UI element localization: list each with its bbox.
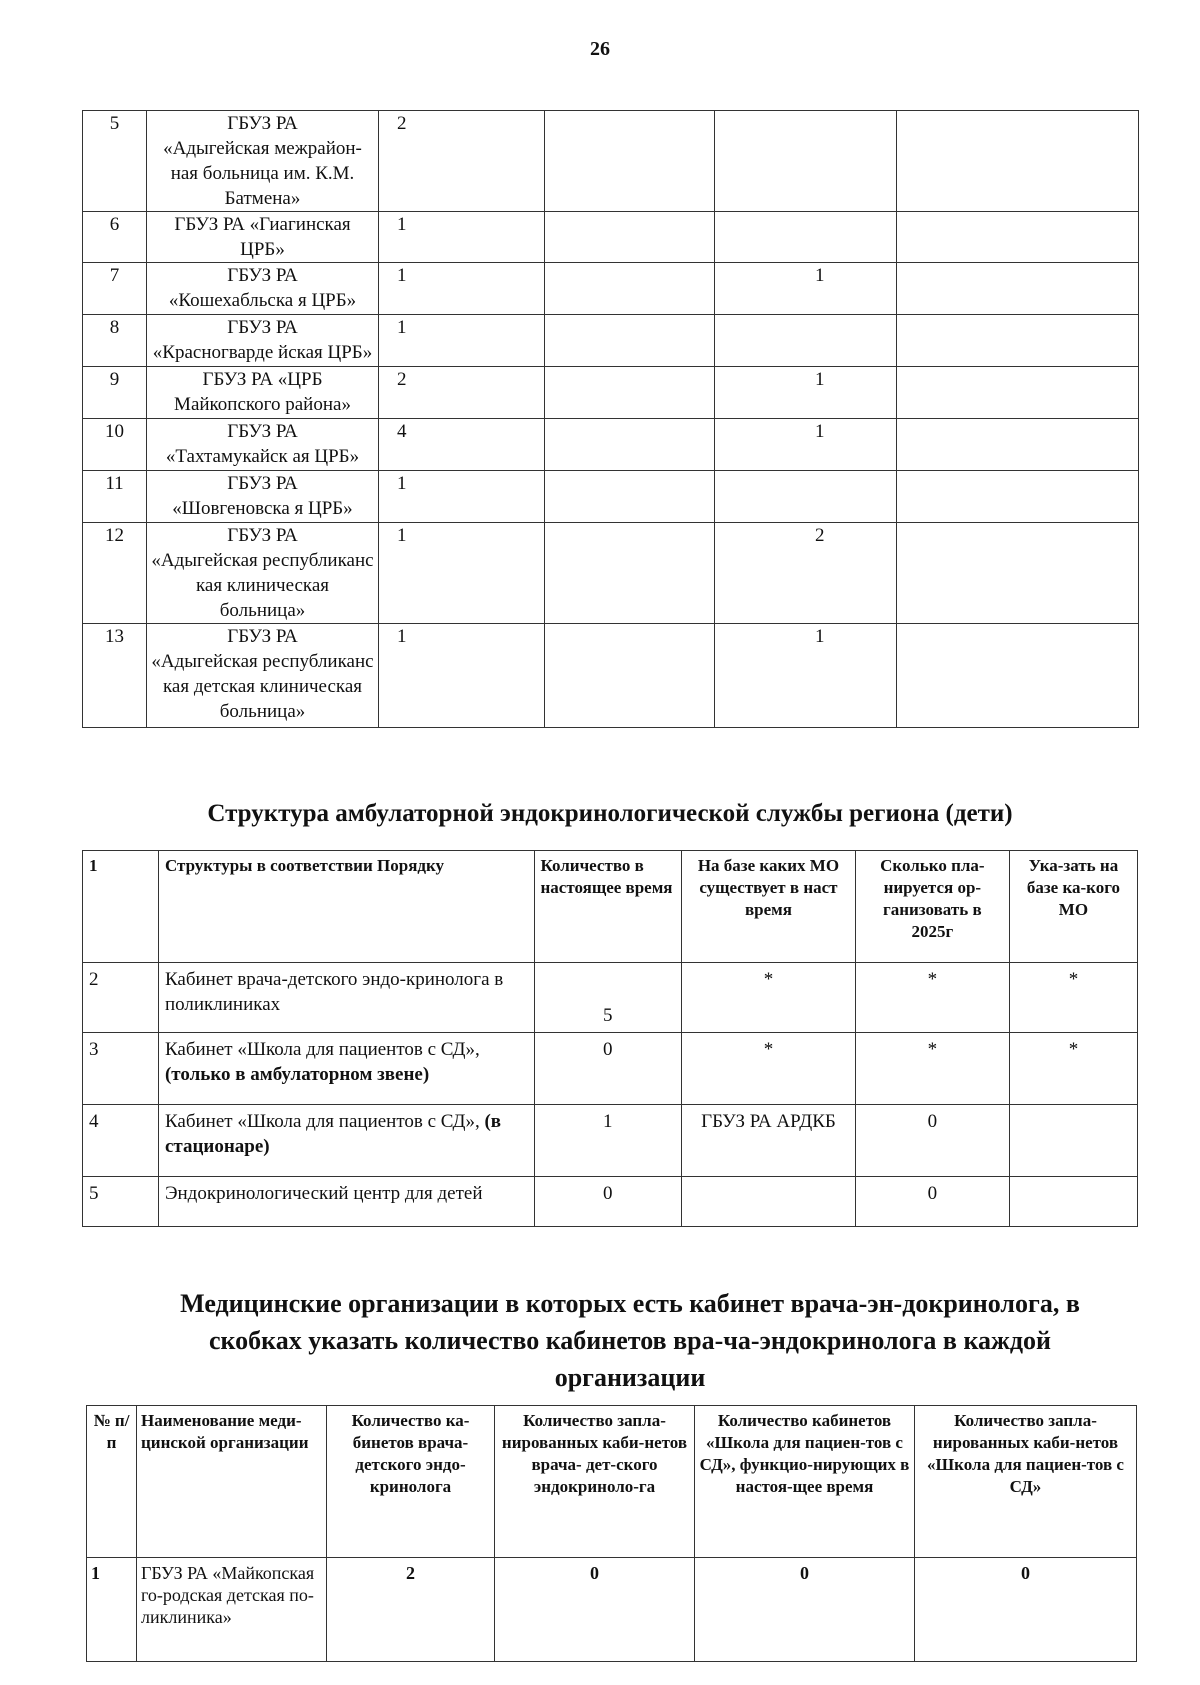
org-name-cell (147, 523, 379, 624)
table-row (83, 263, 1139, 315)
table-structure-children (82, 850, 1138, 1227)
count-now-cell: 5 (534, 963, 682, 1033)
org-name-line: ГБУЗ РА (227, 525, 298, 546)
table-row (83, 471, 1139, 523)
count-cell-2: 2 (715, 523, 897, 624)
empty-cell (545, 624, 715, 728)
table-row (83, 963, 1138, 1033)
table-row (83, 419, 1139, 471)
page-number: 26 (590, 38, 610, 60)
org-name-cell (147, 212, 379, 263)
table-row (83, 367, 1139, 419)
header-base-mo: На базе каких МО существует в наст время (682, 851, 856, 963)
specify-mo-cell (1009, 1177, 1137, 1227)
count-cell: 1 (379, 212, 545, 263)
base-mo-cell: * (682, 1033, 856, 1105)
org-name-line: ГБУЗ РА (227, 421, 298, 442)
specify-mo-cell: * (1009, 1033, 1137, 1105)
specify-mo-cell (1009, 1105, 1137, 1177)
empty-cell (897, 111, 1139, 212)
empty-cell (545, 263, 715, 315)
empty-cell (545, 111, 715, 212)
row-number: 12 (83, 523, 147, 624)
org-name-line: Майкопского района» (174, 394, 351, 415)
header-specify-mo: Ука-зать на базе ка-кого МО (1009, 851, 1137, 963)
org-name-line: «Тахтамукайск ая ЦРБ» (165, 446, 360, 467)
section-heading-structure: Структура амбулаторной эндокринологической службы региона (дети) (207, 800, 1013, 827)
empty-cell (897, 624, 1139, 728)
count-cell: 1 (379, 315, 545, 367)
count-cell: 1 (379, 263, 545, 315)
count-cell-2: 1 (715, 419, 897, 471)
header-cabinets-count: Количество ка-бинетов врача-детского эндо-кринолога (327, 1406, 495, 1558)
table-header-row (83, 851, 1138, 963)
section-heading-organizations: Медицинские организации в которых есть кабинет врача-эн-докринолога, в скобках указать количество кабинетов вра-ча-эндокринолога в каждой организации (180, 1289, 1080, 1392)
count-cell: 1 (379, 624, 545, 728)
row-number: 4 (83, 1105, 159, 1177)
header-index: № п/п (87, 1406, 137, 1558)
empty-cell (897, 523, 1139, 624)
table-header-row (87, 1406, 1137, 1558)
empty-cell (545, 471, 715, 523)
header-planned-2025: Сколько пла-нируется ор-ганизовать в 2025г (855, 851, 1009, 963)
structure-name-cell (158, 1105, 534, 1177)
base-mo-cell (682, 1177, 856, 1227)
org-name-line: ЦРБ» (240, 239, 285, 260)
org-name-line: «Адыгейская республиканс (151, 550, 374, 571)
org-name-line: «Адыгейская республиканс (151, 651, 374, 672)
count-cell-2 (715, 212, 897, 263)
count-cell-2: 1 (715, 367, 897, 419)
base-mo-cell: ГБУЗ РА АРДКБ (682, 1105, 856, 1177)
table-organizations (86, 1405, 1137, 1662)
row-number: 10 (83, 419, 147, 471)
structure-name: Кабинет «Школа для пациентов с СД», (164, 1039, 480, 1060)
value-cell: 0 (695, 1558, 915, 1662)
table-row (83, 315, 1139, 367)
org-name-line: ГБУЗ РА (227, 113, 298, 134)
row-number: 8 (83, 315, 147, 367)
value-cell: 0 (915, 1558, 1137, 1662)
org-name-line: ГБУЗ РА (227, 626, 298, 647)
count-cell: 2 (379, 367, 545, 419)
header-structures: Структуры в соответствии Порядку (158, 851, 534, 963)
empty-cell (545, 212, 715, 263)
org-name-cell (147, 111, 379, 212)
count-now-cell: 0 (534, 1177, 682, 1227)
row-number: 3 (83, 1033, 159, 1105)
table-row (83, 1105, 1138, 1177)
empty-cell (897, 212, 1139, 263)
row-number: 2 (83, 963, 159, 1033)
row-number: 11 (83, 471, 147, 523)
org-name-line: «Шовгеновска я ЦРБ» (172, 498, 353, 519)
planned-cell: 0 (855, 1105, 1009, 1177)
count-now-cell: 1 (534, 1105, 682, 1177)
row-number: 13 (83, 624, 147, 728)
table-row (83, 1177, 1138, 1227)
structure-name: Эндокринологический центр для детей (164, 1183, 483, 1204)
header-num: 1 (83, 851, 159, 963)
header-count-now: Количество в настоящее время (534, 851, 682, 963)
empty-cell (545, 315, 715, 367)
count-cell-2 (715, 111, 897, 212)
org-name-cell (147, 263, 379, 315)
org-name-cell (147, 419, 379, 471)
table-mo-continued (82, 110, 1139, 728)
org-name-line: ГБУЗ РА (227, 265, 298, 286)
empty-cell (897, 263, 1139, 315)
org-name-cell (147, 624, 379, 728)
structure-name-cell (158, 1177, 534, 1227)
empty-cell (545, 523, 715, 624)
row-number: 7 (83, 263, 147, 315)
org-name-line: ная больница им. К.М. (170, 163, 355, 184)
org-name-line: ГБУЗ РА «Гиагинская (174, 214, 351, 235)
specify-mo-cell: * (1009, 963, 1137, 1033)
header-planned-school: Количество запла-нированных каби-нетов «Школа для пациен-тов с СД» (915, 1406, 1137, 1558)
count-cell-2: 1 (715, 263, 897, 315)
empty-cell (897, 419, 1139, 471)
value-cell: 0 (495, 1558, 695, 1662)
structure-name-cell (158, 1033, 534, 1105)
header-planned-cabinets: Количество запла-нированных каби-нетов врача- дет-ского эндокриноло-га (495, 1406, 695, 1558)
count-now-cell: 0 (534, 1033, 682, 1105)
count-cell: 1 (379, 471, 545, 523)
table-row (83, 624, 1139, 728)
header-school-cabinets: Количество кабинетов «Школа для пациен-тов с СД», функцио-нирующих в настоя-щее время (695, 1406, 915, 1558)
empty-cell (545, 367, 715, 419)
planned-cell: * (855, 963, 1009, 1033)
org-name-line: кая детская клиническая (162, 676, 363, 697)
empty-cell (897, 315, 1139, 367)
org-name-line: Батмена» (224, 188, 301, 209)
base-mo-cell: * (682, 963, 856, 1033)
table-row (83, 212, 1139, 263)
org-name-line: кая клиническая больница» (195, 575, 330, 621)
org-name-line: «Кошехабльска я ЦРБ» (168, 290, 357, 311)
org-name-line: больница» (219, 701, 306, 722)
count-cell: 2 (379, 111, 545, 212)
org-name-line: «Адыгейская межрайон- (163, 138, 362, 159)
value-cell: 2 (327, 1558, 495, 1662)
table-row (87, 1558, 1137, 1662)
org-name-line: ГБУЗ РА (227, 473, 298, 494)
org-name-cell (147, 367, 379, 419)
count-cell: 1 (379, 523, 545, 624)
row-number: 5 (83, 111, 147, 212)
row-number: 6 (83, 212, 147, 263)
empty-cell (897, 367, 1139, 419)
org-name-line: ГБУЗ РА «ЦРБ (202, 369, 323, 390)
empty-cell (545, 419, 715, 471)
structure-name-cell (158, 963, 534, 1033)
structure-name: Кабинет врача-детского эндо-кринолога в поликлиниках (164, 969, 504, 1015)
structure-note: (в стационаре) (164, 1111, 502, 1157)
table-row (83, 523, 1139, 624)
org-name-cell (147, 315, 379, 367)
org-name-line: ГБУЗ РА (227, 317, 298, 338)
planned-cell: 0 (855, 1177, 1009, 1227)
row-number: 5 (83, 1177, 159, 1227)
count-cell-2 (715, 471, 897, 523)
count-cell: 4 (379, 419, 545, 471)
org-name: ГБУЗ РА «Майкопская го-родская детская по-ликлиника» (137, 1558, 327, 1662)
structure-name: Кабинет «Школа для пациентов с СД», (164, 1111, 480, 1132)
structure-note: (только в амбулаторном звене) (164, 1064, 430, 1085)
planned-cell: * (855, 1033, 1009, 1105)
table-row (83, 111, 1139, 212)
table-row (83, 1033, 1138, 1105)
org-name-cell (147, 471, 379, 523)
empty-cell (897, 471, 1139, 523)
count-cell-2 (715, 315, 897, 367)
row-number: 9 (83, 367, 147, 419)
row-number: 1 (87, 1558, 137, 1662)
header-org-name: Наименование меди-цинской организации (137, 1406, 327, 1558)
org-name-line: «Красногварде йская ЦРБ» (152, 342, 373, 363)
count-cell-2: 1 (715, 624, 897, 728)
